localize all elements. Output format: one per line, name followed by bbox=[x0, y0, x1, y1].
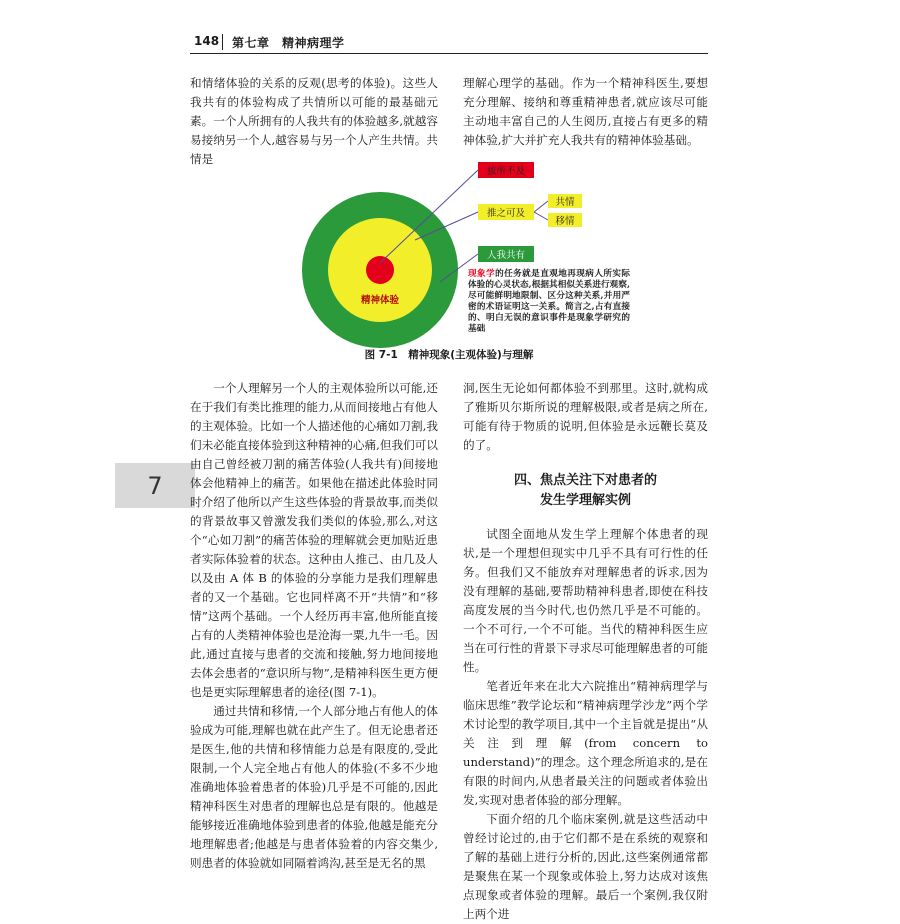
paragraph: 下面介绍的几个临床案例,就是这些活动中曾经讨论过的,由于它们都不是在系统的观察和了解的基础上进行分析的,因此,这些案例通常都是聚焦在某一个现象或体验上,努力达成对该焦点现象或者体验的理解。最后一个案例,我仅附上两个进 bbox=[463, 812, 708, 921]
paragraph: 通过共情和移情,一个人部分地占有他人的体验成为可能,理解也就在此产生了。但无论患者还是医生,他的共情和移情能力总是有限度的,受此限制,一个人完全地占有他人的体验(不多不少地准确地体验着患者的体验)几乎是不可能的,因此精神科医生对患者的理解也总是有限的。他越是能够接近准确地体验到患者的体验,他越是能充分地理解患者;他越是与患者体验着的内容交集少,则患者的体验就如同隔着鸿沟,甚至是无名的黑 bbox=[190, 704, 438, 870]
figure-note bbox=[468, 269, 630, 335]
paragraph: 理解心理学的基础。作为一个精神科医生,要想充分理解、接纳和尊重精神患者,就应该尽可能主动地丰富自己的人生阅历,直接占有更多的精神体验,扩大并扩充人我共有的精神体验基础。 bbox=[463, 76, 708, 147]
label-outer: 拔所不及 bbox=[478, 162, 534, 178]
figure-caption: 图 7-1 精神现象(主观体验)与理解 bbox=[364, 349, 534, 361]
body-right-column bbox=[463, 379, 708, 924]
page-number: 148 bbox=[194, 34, 220, 48]
note-highlight: 现象学 bbox=[468, 269, 496, 279]
top-left-text bbox=[190, 74, 438, 169]
connector-gongqing bbox=[534, 201, 548, 212]
section-heading bbox=[463, 471, 708, 511]
body-left-column bbox=[190, 379, 438, 873]
header-rule bbox=[190, 53, 708, 54]
top-right-text bbox=[463, 74, 708, 150]
chapter-thumb-tab: 7 bbox=[115, 463, 195, 508]
label-transference: 移情 bbox=[548, 213, 582, 227]
chapter-title: 第七章 精神病理学 bbox=[232, 36, 345, 50]
connector-yiqing bbox=[534, 212, 548, 220]
paragraph: 笔者近年来在北大六院推出“精神病理学与临床思维”教学论坛和“精神病理学沙龙”两个学术讨论型的教学项目,其中一个主旨就是提出“从关注到理解(from concern to understand)”的理念。这个理念所追求的,是在有限的时间内,从患者最关注的问题或者体验出发,实现对患者体验的部分理解。 bbox=[463, 679, 708, 807]
paragraph: 试图全面地从发生学上理解个体患者的现状,是一个理想但现实中几乎不具有可行性的任务。但我们又不能放弃对理解患者的诉求,因为没有理解的基础,要帮助精神科患者,即使在科技高度发展的当今时代,也仍然几乎是不可能的。一个不可行,一个不可能。当代的精神科医生应当在可行性的背景下寻求尽可能理解患者的可能性。 bbox=[463, 527, 708, 674]
figure-7-1 bbox=[300, 158, 630, 358]
label-middle: 推之可及 bbox=[478, 204, 534, 220]
paragraph: 和情绪体验的关系的反观(思考的体验)。这些人我共有的体验构成了共情所以可能的最基础元素。一个人所拥有的人我共有的体验越多,就越容易接纳另一个人,越容易与另一个人产生共情。共情是 bbox=[190, 76, 438, 166]
core-label: 精神体验 bbox=[360, 295, 399, 306]
paragraph: 一个人理解另一个人的主观体验所以可能,还在于我们有类比推理的能力,从而间接地占有他人的主观体验。比如一个人描述他的心痛如刀割,我们未必能直接体验到这种精神的心痛,但我们可以由自己曾经被刀割的痛苦体验(人我共有)间接地体会他精神上的痛苦。如果他在描述此体验时同时介绍了他所以产生这些体验的背景故事,而类似的背景故事又曾激发我们类似的体验,那么,对这个“心如刀割”的痛苦体验的理解就会更加贴近患者实际体验着的状态。这种由人推己、由几及人以及由 A 体 B 的体验的分享能力是我们理解患者的又一个基础。它也同样离不开“共情”和“移情”这两个基础。一个人经历再丰富,他所能直接占有的人类精神体验也是沧海一粟,九牛一毛。因此,通过直接与患者的交流和接触,努力地间接地去体会患者的“意识所与物”,是精神科医生更方便也是更实际理解患者的途径(图 7-1)。 bbox=[190, 381, 438, 699]
section-heading-line1: 四、焦点关注下对患者的 bbox=[513, 473, 657, 488]
label-empathy: 共情 bbox=[548, 194, 582, 208]
paragraph: 洞,医生无论如何都体验不到那里。这时,就构成了雅斯贝尔斯所说的理解极限,或者是病之所在,可能有待于物质的说明,但体验是永远鞭长莫及的了。 bbox=[463, 381, 708, 452]
inner-core bbox=[366, 256, 394, 284]
section-heading-line2: 发生学理解实例 bbox=[539, 493, 631, 508]
label-inner: 人我共有 bbox=[478, 246, 534, 262]
page-header bbox=[190, 34, 708, 52]
note-text: 的任务就是直观地再现病人所实际体验的心灵状态,根据其相似关系进行观察,尽可能鲜明地限制、区分这种关系,并用严密的术语证明这一关系。简言之,占有直接的、明白无误的意识事件是现象学研究的基础 bbox=[468, 269, 630, 334]
header-separator bbox=[222, 34, 223, 50]
